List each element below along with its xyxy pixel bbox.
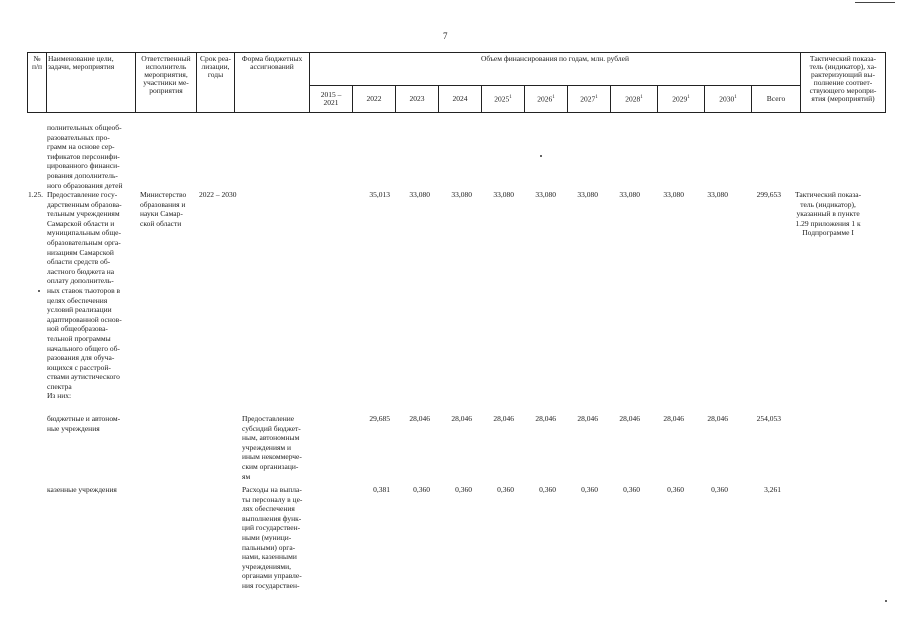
header-year-5: 2026$^1$: [525, 86, 568, 113]
sub1-value-7: 28,046: [663, 414, 684, 423]
item-value-6: 33,080: [619, 190, 640, 199]
header-col-executor: Ответственный исполнитель мероприятия, участники ме- роприятия: [136, 53, 197, 113]
header-col-no: № п/п: [28, 53, 47, 113]
item-name: Предоставление госу- дарственным образова- тельным учреждениям Самарской области и муниципальным обще- образовательным орга- низациям Самарской области средств об- ластного бюджета на оплату дополнитель- ных ставок тьюторов в целях обеспечения условий реализации адаптированной основ- ной общеобразова- тельной программы начального общего об- разования для обуча- ющихся с расстрой- ствами аутистического спектра: [47, 190, 122, 391]
header-col-indicator: Тактический показа- тель (индикатор), ха- рактеризующий вы- полнение соответ- ствующего меропри- ятия (мероприятий): [801, 53, 886, 113]
sub2-value-3: 0,360: [497, 485, 514, 494]
header-col-finance: Объем финансирования по годам, млн. рублей: [310, 53, 801, 86]
sub2-value-1: 0,360: [413, 485, 430, 494]
sub2-name: казенные учреждения: [47, 485, 117, 494]
top-margin-line: [855, 2, 895, 3]
sub2-form: Расходы на выпла- ты персоналу в це- лях обеспечения выполнения функ- ций государствен- ными (муници- пальными) орга- нами, казенными учреждениями, органами управле- ния государствен-: [242, 485, 303, 590]
item-term: 2022 – 2030: [199, 190, 237, 199]
header-year-4: 2025$^1$: [482, 86, 525, 113]
scan-speck: [885, 600, 887, 602]
header-year-9: 2030$^1$: [705, 86, 752, 113]
sub1-value-4: 28,046: [535, 414, 556, 423]
header-year-8: 2029$^1$: [658, 86, 705, 113]
sub2-value-5: 0,360: [581, 485, 598, 494]
scan-speck: [38, 290, 40, 292]
sub1-form: Предоставление субсидий бюджет- ным, автономным учреждениям и иным некоммерче- ским организаци- ям: [242, 414, 302, 481]
item-value-7: 33,080: [663, 190, 684, 199]
item-value-4: 33,080: [535, 190, 556, 199]
prev-item-text: полнительных общеоб- разовательных про- грамм на основе сер- тификатов персонифи- цированного финанси- рования дополнитель- ного образования детей: [47, 123, 123, 190]
sub2-value-7: 0,360: [667, 485, 684, 494]
page-number: 7: [443, 31, 448, 41]
sub2-value-4: 0,360: [539, 485, 556, 494]
item-value-1: 33,080: [409, 190, 430, 199]
sub2-value-2: 0,360: [455, 485, 472, 494]
header-year-7: 2028$^1$: [611, 86, 658, 113]
item-value-5: 33,080: [577, 190, 598, 199]
sub1-value-3: 28,046: [493, 414, 514, 423]
header-table: [27, 52, 886, 113]
header-year-3: 2024: [439, 86, 482, 113]
item-number: 1.25.: [28, 190, 43, 199]
sub1-value-9: 254,053: [756, 414, 781, 423]
header-year-2: 2023: [396, 86, 439, 113]
header-col-name: Наименование цели, задачи, мероприятия: [47, 53, 136, 113]
item-value-0: 35,013: [369, 190, 390, 199]
item-value-9: 299,653: [756, 190, 781, 199]
scan-speck: [540, 155, 542, 157]
sub2-value-6: 0,360: [623, 485, 640, 494]
sub1-value-6: 28,046: [619, 414, 640, 423]
sub1-value-1: 28,046: [409, 414, 430, 423]
header-col-form: Форма бюджетных ассигнований: [235, 53, 310, 113]
header-year-0: 2015 – 2021: [310, 86, 353, 113]
sub1-value-5: 28,046: [577, 414, 598, 423]
sub1-value-2: 28,046: [451, 414, 472, 423]
sub2-value-8: 0,360: [711, 485, 728, 494]
sub1-value-0: 29,685: [369, 414, 390, 423]
item-executor: Министерство образования и науки Самар- ской области: [140, 190, 187, 228]
sub1-value-8: 28,046: [707, 414, 728, 423]
item-value-2: 33,080: [451, 190, 472, 199]
header-col-term: Срок реа- лизации, годы: [197, 53, 235, 113]
sub2-value-0: 0,381: [373, 485, 390, 494]
header-year-10: Всего: [752, 86, 801, 113]
header-year-6: 2027$^1$: [568, 86, 611, 113]
item-value-3: 33,080: [493, 190, 514, 199]
sub2-value-9: 3,261: [764, 485, 781, 494]
of-which-label: Из них:: [47, 391, 72, 400]
item-value-8: 33,080: [707, 190, 728, 199]
sub1-name: бюджетные и автоном- ные учреждения: [47, 414, 121, 433]
item-indicator: Тактический показа- тель (индикатор), указанный в пункте 1.29 приложения 1 к Подпрограмме I: [795, 190, 862, 238]
header-year-1: 2022: [353, 86, 396, 113]
